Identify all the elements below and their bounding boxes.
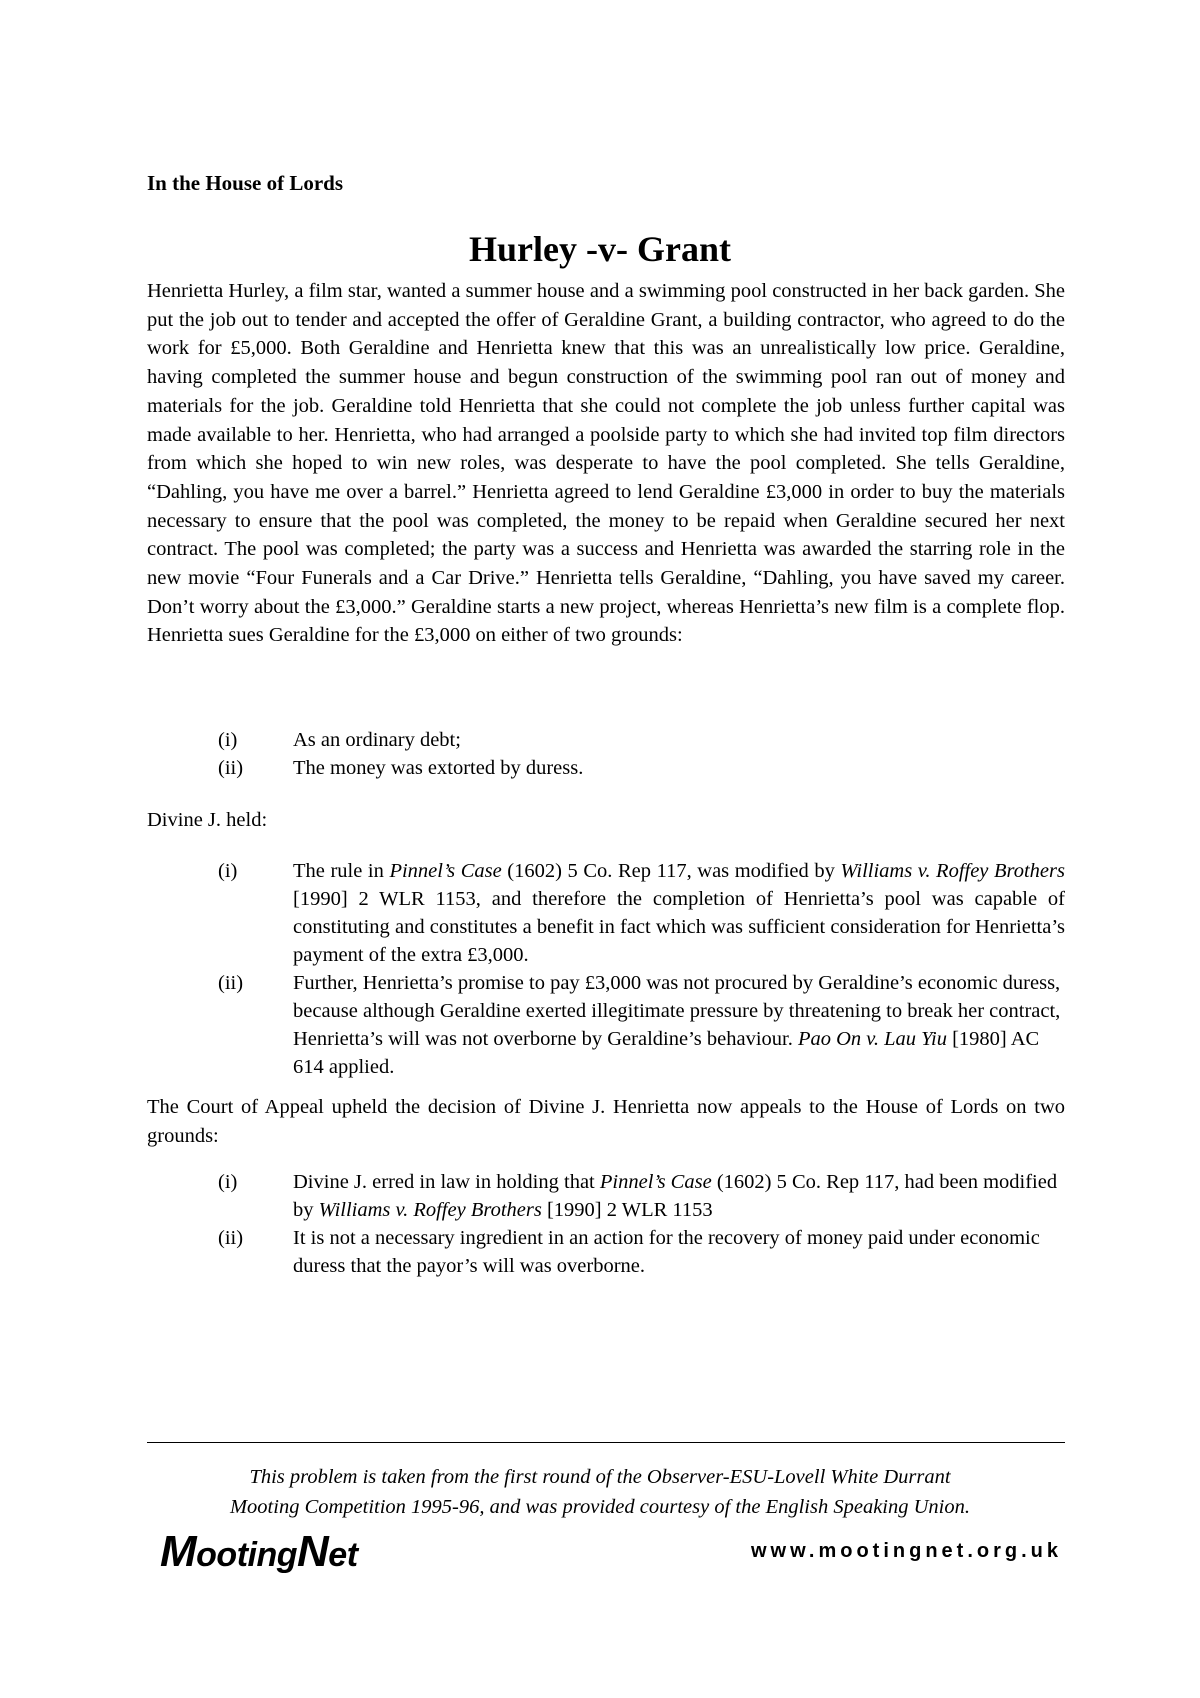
list-text: Divine J. erred in law in holding that Pinnel’s Case (1602) 5 Co. Rep 117, had been modified by Williams v. Roffey Brothers [1990] 2 WLR 1153 xyxy=(293,1171,1058,1221)
list-text: The rule in Pinnel’s Case (1602) 5 Co. Rep 117, was modified by Williams v. Roffey Brothers [1990] 2 WLR 1153, and therefore the completion of Henrietta’s pool was capable of constituting and constitutes a benefit in fact which was sufficient consideration for Henrietta’s payment of the extra £3,000. xyxy=(293,860,1065,966)
case-citation: Pinnel’s Case xyxy=(599,1171,712,1193)
list-item xyxy=(0,726,1200,754)
list-text: It is not a necessary ingredient in an action for the recovery of money paid under economic duress that the payor’s will was overborne. xyxy=(293,1227,1040,1277)
list-text: The money was extorted by duress. xyxy=(293,757,584,779)
list-text: As an ordinary debt; xyxy=(293,729,461,751)
website-url: www.mootingnet.org.uk xyxy=(750,1540,1062,1562)
judgment-intro: Divine J. held: xyxy=(147,809,268,831)
case-title: Hurley -v- Grant xyxy=(469,229,731,269)
case-citation: Williams v. Roffey Brothers xyxy=(840,860,1065,882)
case-citation: Pao On v. Lau Yiu xyxy=(797,1028,947,1050)
list-number: (ii) xyxy=(218,757,244,779)
case-citation: Williams v. Roffey Brothers xyxy=(318,1199,542,1221)
appeal-grounds-list xyxy=(0,1168,1200,1280)
credit-line: This problem is taken from the first round of the Observer-ESU-Lovell White Durrant xyxy=(249,1466,951,1488)
list-number: (ii) xyxy=(218,972,244,994)
list-item xyxy=(0,1168,1200,1224)
list-number: (i) xyxy=(218,729,238,751)
footer-divider xyxy=(147,1442,1065,1443)
list-item xyxy=(0,857,1200,969)
court-heading: In the House of Lords xyxy=(147,171,344,195)
list-item xyxy=(0,754,1200,782)
list-item xyxy=(0,1224,1200,1280)
mootingnet-logo: MootingNet xyxy=(160,1527,358,1576)
claim-grounds-list xyxy=(0,726,1200,782)
holdings-list xyxy=(0,857,1200,1081)
credit-line: Mooting Competition 1995-96, and was provided courtesy of the English Speaking Union. xyxy=(229,1496,970,1518)
facts-paragraph: Henrietta Hurley, a film star, wanted a summer house and a swimming pool constructed in her back garden. She put the job out to tender and accepted the offer of Geraldine Grant, a building contractor, who agreed to do the work for £5,000. Both Geraldine and Henrietta knew that this was an unrealistically low price. Geraldine, having completed the summer house and begun construction of the swimming pool ran out of money and materials for the job. Geraldine told Henrietta that she could not complete the job unless further capital was made available to her. Henrietta, who had arranged a poolside party to which she had invited top film directors from which she hoped to win new roles, was desperate to have the pool completed. She tells Geraldine, “Dahling, you have me over a barrel.” Henrietta agreed to lend Geraldine £3,000 in order to buy the materials necessary to ensure that the pool was completed, the money to be repaid when Geraldine secured her next contract. The pool was completed; the party was a success and Henrietta was awarded the starring role in the new movie “Four Funerals and a Car Drive.” Henrietta tells Geraldine, “Dahling, you have saved my career. Don’t worry about the £3,000.” Geraldine starts a new project, whereas Henrietta’s new film is a complete flop. Henrietta sues Geraldine for the £3,000 on either of two grounds: xyxy=(147,280,1065,647)
list-text: Further, Henrietta’s promise to pay £3,000 was not procured by Geraldine’s economic duress, because although Geraldine exerted illegitimate pressure by threatening to break her contract, Henrietta’s will was not overborne by Geraldine’s behaviour. Pao On v. Lau Yiu [1980] AC 614 applied. xyxy=(293,972,1061,1078)
list-number: (i) xyxy=(218,860,238,882)
case-citation: Pinnel’s Case xyxy=(389,860,502,882)
list-item xyxy=(0,969,1200,1081)
list-number: (ii) xyxy=(218,1227,244,1249)
credit-note xyxy=(0,1462,1200,1522)
appeal-intro: The Court of Appeal upheld the decision of Divine J. Henrietta now appeals to the House of Lords on two grounds: xyxy=(147,1096,1065,1147)
list-number: (i) xyxy=(218,1171,238,1193)
